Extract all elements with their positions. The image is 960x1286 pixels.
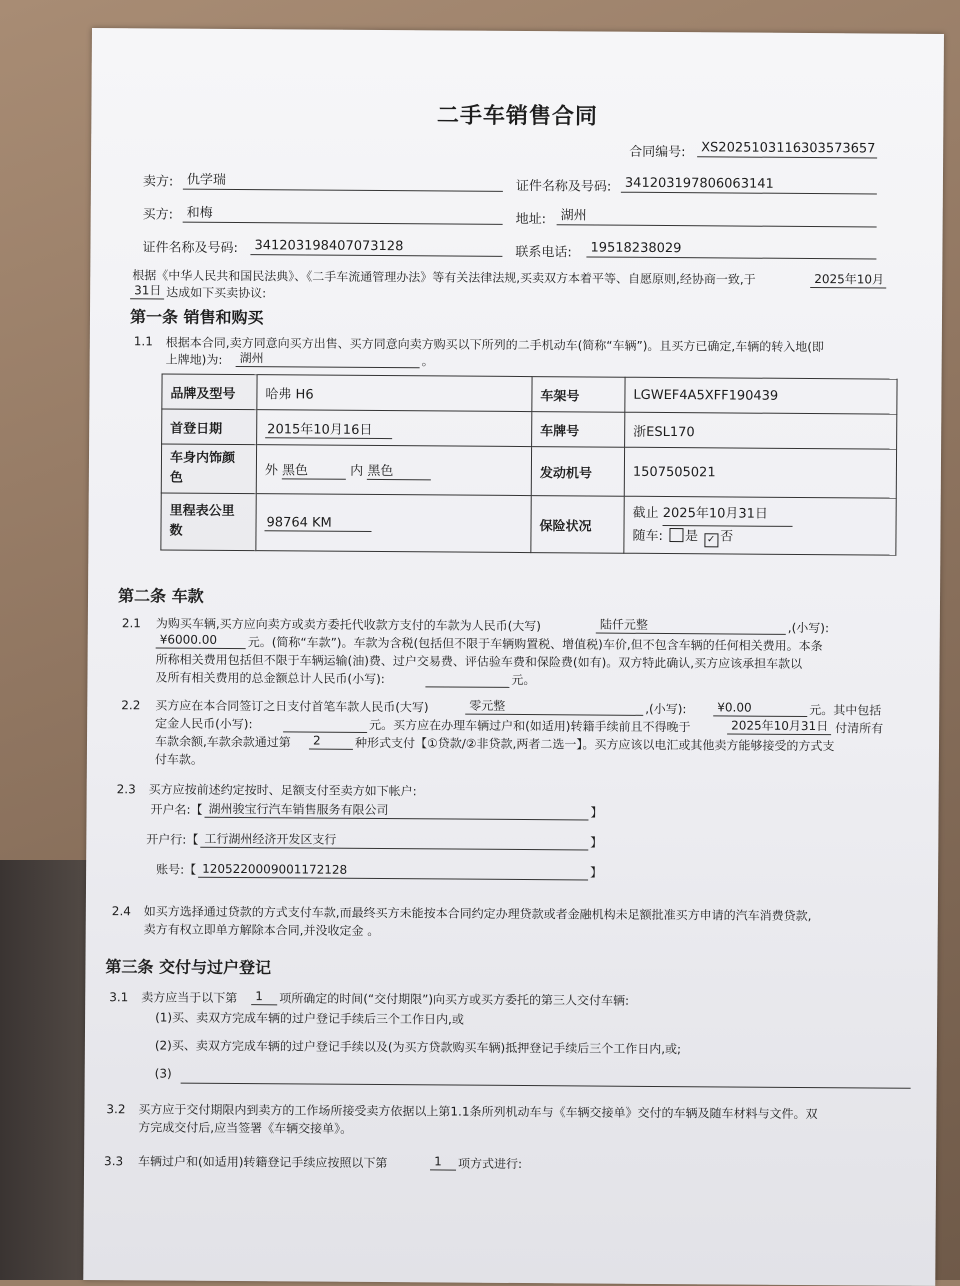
brand-value: 哈弗 H6 [257,375,532,412]
article-1-heading: 第一条 销售和购买 [129,307,264,328]
first-reg-label: 首登日期 [162,409,257,445]
clause-number: 3.2 [106,1102,126,1117]
delivery-option-1: (1)买、卖双方完成车辆的过户登记手续后三个工作日内,或 [155,1010,464,1027]
seller-id: 341203197806063141 [621,176,877,195]
mileage-cell [256,494,531,553]
mileage-label-line-2: 数 [169,523,183,539]
clause-3-3-text-b: 项方式进行: [458,1156,523,1172]
exterior-color: 黑色 [282,459,346,479]
clause-2-2-line-1b: ,(小写): [645,701,687,717]
no-label: 否 [720,528,734,544]
intro-text-1: 根据《中华人民共和国民法典》、《二手车流通管理办法》等有关法律法规,买卖双方本着平等、自愿原则,经协商一致,于 [132,268,756,287]
article-2-heading: 第二条 车款 [117,586,204,606]
clause-2-1-line-4-end: 元。 [511,672,536,688]
mileage-value: 98764 KM [264,515,371,532]
account-bank-label: 开户行:【 [146,832,199,847]
intro-text-2: 达成如下买卖协议: [166,285,267,301]
color-label [161,444,256,494]
clause-number: 1.1 [133,334,153,349]
account-number-label: 账号:【 [156,862,197,877]
color-label-line-1: 车身内饰颜 [169,450,236,467]
engine-value: 1507505021 [624,447,896,498]
delivery-item-no: 1 [251,988,277,1005]
clause-2-2-line-1c: 元。其中包括 [809,703,882,718]
clause-3-2-line-1: 买方应于交付期限内到卖方的工作场所接受卖方依据以上第1.1条所列机动车与《车辆交接单》交付的车辆及随车材料与文件。双 [138,1102,818,1122]
clause-3-1-line-1b: 项所确定的时间(“交付期限”)向买方或买方委托的第三人交付车辆: [279,991,630,1008]
clause-2-1-line-2: 元。(简称“车款”)。车款为含税(包括但不限于车辆购置税、增值税)车价,但不包含车辆的任何相关费用。本条 [247,635,823,654]
deposit-amount [283,715,367,733]
buyer-id-label: 证件名称及号码: [142,240,238,257]
interior-label: 内 [350,463,364,479]
clause-2-2-line-2a: 定金人民币(小写): [155,716,253,732]
clause-3-1-line-1a: 卖方应当于以下第 [141,990,238,1006]
clause-number: 3.1 [109,990,129,1005]
clause-number: 2.4 [111,904,131,919]
delivery-option-3-blank [181,1067,911,1089]
seller-id-label: 证件名称及号码: [515,178,612,195]
clause-2-3-text: 买方应按前述约定按时、足额支付至卖方如下帐户: [148,782,417,799]
clause-2-2-line-3b: 种形式支付【①贷款/②非贷款,两者二选一】。买方应该以电汇或其他卖方能够接受的方式支 [354,735,835,754]
seller-name: 仇学瑞 [183,173,503,192]
vin-value: LGWEF4A5XFF190439 [625,377,897,414]
insurance-label: 保险状况 [531,496,624,554]
mileage-label [161,493,256,551]
insurance-until: 2025年10月31日 [663,502,793,526]
first-reg-cell [257,410,532,447]
buyer-label: 买方: [142,207,174,223]
seller-label: 卖方: [142,174,174,190]
clause-2-4-line-2: 卖方有权立即单方解除本合同,并没收定金 。 [143,922,380,939]
clause-number: 3.3 [104,1154,124,1169]
plate-value: 浙ESL170 [625,412,897,449]
bracket-close: 】 [590,805,603,820]
buyer-id: 341203198407073128 [250,238,502,257]
bracket-close: 】 [590,865,603,880]
clause-2-2-line-1a: 买方应在本合同签订之日支付首笔车款人民币(大写) [155,698,429,715]
buyer-address: 湖州 [557,208,877,227]
price-chinese: 陆仟元整 [596,617,786,635]
clause-1-1-line-2: 上牌地)为: [165,352,223,367]
clause-number: 2.2 [121,698,141,713]
clause-number: 2.1 [121,616,141,631]
transfer-item-no: 1 [430,1153,456,1170]
interior-color: 黑色 [367,460,431,480]
first-reg-value: 2015年10月16日 [265,422,392,439]
clause-2-1-line-1a: 为购买车辆,买方应向卖方或卖方委托代收款方支付的车款为人民币(大写) [155,616,542,634]
vehicle-table [160,373,897,555]
clause-number: 2.3 [116,782,136,797]
clause-3-2-line-2: 方完成交付后,应当签署《车辆交接单》。 [138,1120,353,1136]
document-title: 二手车销售合同 [436,103,598,130]
brand-label: 品牌及型号 [162,374,257,410]
clause-2-1-line-3: 所称相关费用包括但不限于车辆运输(油)费、过户交易费、评估验车费和保险费(如有)。双方特此确认,买方应该承担车款以 [155,652,803,671]
first-payment-chinese: 零元整 [465,698,643,716]
payment-method: 2 [309,733,353,750]
clause-3-3-text-a: 车辆过户和(如适用)转籍登记手续应按照以下第 [138,1154,388,1171]
buyer-name: 和梅 [183,206,503,225]
clause-2-1-line-1b: ,(小写): [787,620,830,636]
intro-date-month: 2025年10月 [810,271,886,289]
engine-label: 发动机号 [531,447,624,497]
clause-1-1-line-1: 根据本合同,卖方同意向买方出售、买方同意向卖方购买以下所列的二手机动车(简称“车辆”)。且买方已确定,车辆的转入地(即 [165,335,824,355]
phone-label: 联系电话: [515,244,572,261]
contract-no-label: 合同编号: [629,144,686,161]
clause-2-4-line-1: 如买方选择通过贷款的方式支付车款,而最终买方未能按本合同约定办理贷款或者金融机构未足额批准买方申请的汽车消费贷款, [143,904,812,924]
total-amount [425,670,509,688]
insurance-cell [624,496,896,555]
final-payment-date: 2025年10月31日 [727,717,831,735]
article-3-heading: 第三条 交付与过户登记 [105,957,272,978]
insurance-until-label: 截止 [632,505,659,521]
delivery-option-2: (2)买、卖双方完成车辆的过户登记手续以及(为买方贷款购买车辆)抵押登记手续后三个工作日内,或; [154,1038,682,1057]
clause-2-2-line-4: 付车款。 [154,752,203,767]
no-checkbox[interactable]: ✓ [704,533,718,547]
color-label-line-2: 色 [169,470,183,486]
plate-label: 车牌号 [532,412,625,448]
vin-label: 车架号 [532,377,625,413]
contract-page [83,28,944,1286]
bracket-close: 】 [590,835,603,850]
buyer-phone: 19518238029 [586,240,876,259]
color-cell [256,445,531,496]
account-number: 1205220009001172128 [198,861,588,881]
price-number: ¥6000.00 [156,631,246,649]
account-bank: 工行湖州经济开发区支行 [200,831,588,851]
plate-place: 湖州 [236,350,420,368]
yes-label: 是 [684,528,699,544]
clause-2-2-line-2c: 付清所有 [835,721,884,736]
yes-checkbox[interactable] [669,528,683,542]
account-name: 湖州骏宝行汽车销售服务有限公司 [204,801,588,821]
delivery-option-3: (3) [154,1066,172,1081]
clause-2-2-line-3a: 车款余额,车款余款通过第 [154,734,291,750]
contract-no: XS2025103116303573657 [697,140,877,158]
clause-2-2-line-2b: 元。买方应在办理车辆过户和(如适用)转籍手续前且不得晚于 [369,717,691,735]
clause-1-1-end: 。 [421,354,434,369]
clause-2-1-line-4: 及所有相关费用的总金额总计人民币(小写): [155,670,385,687]
account-name-label: 开户名:【 [150,802,203,817]
address-label: 地址: [515,211,547,228]
first-payment-number: ¥0.00 [713,699,807,717]
insurance-with-label: 随车: [632,528,663,544]
mileage-label-line-1: 里程表公里 [169,503,235,520]
intro-date-day: 31日 [130,282,164,299]
exterior-label: 外 [264,463,278,479]
